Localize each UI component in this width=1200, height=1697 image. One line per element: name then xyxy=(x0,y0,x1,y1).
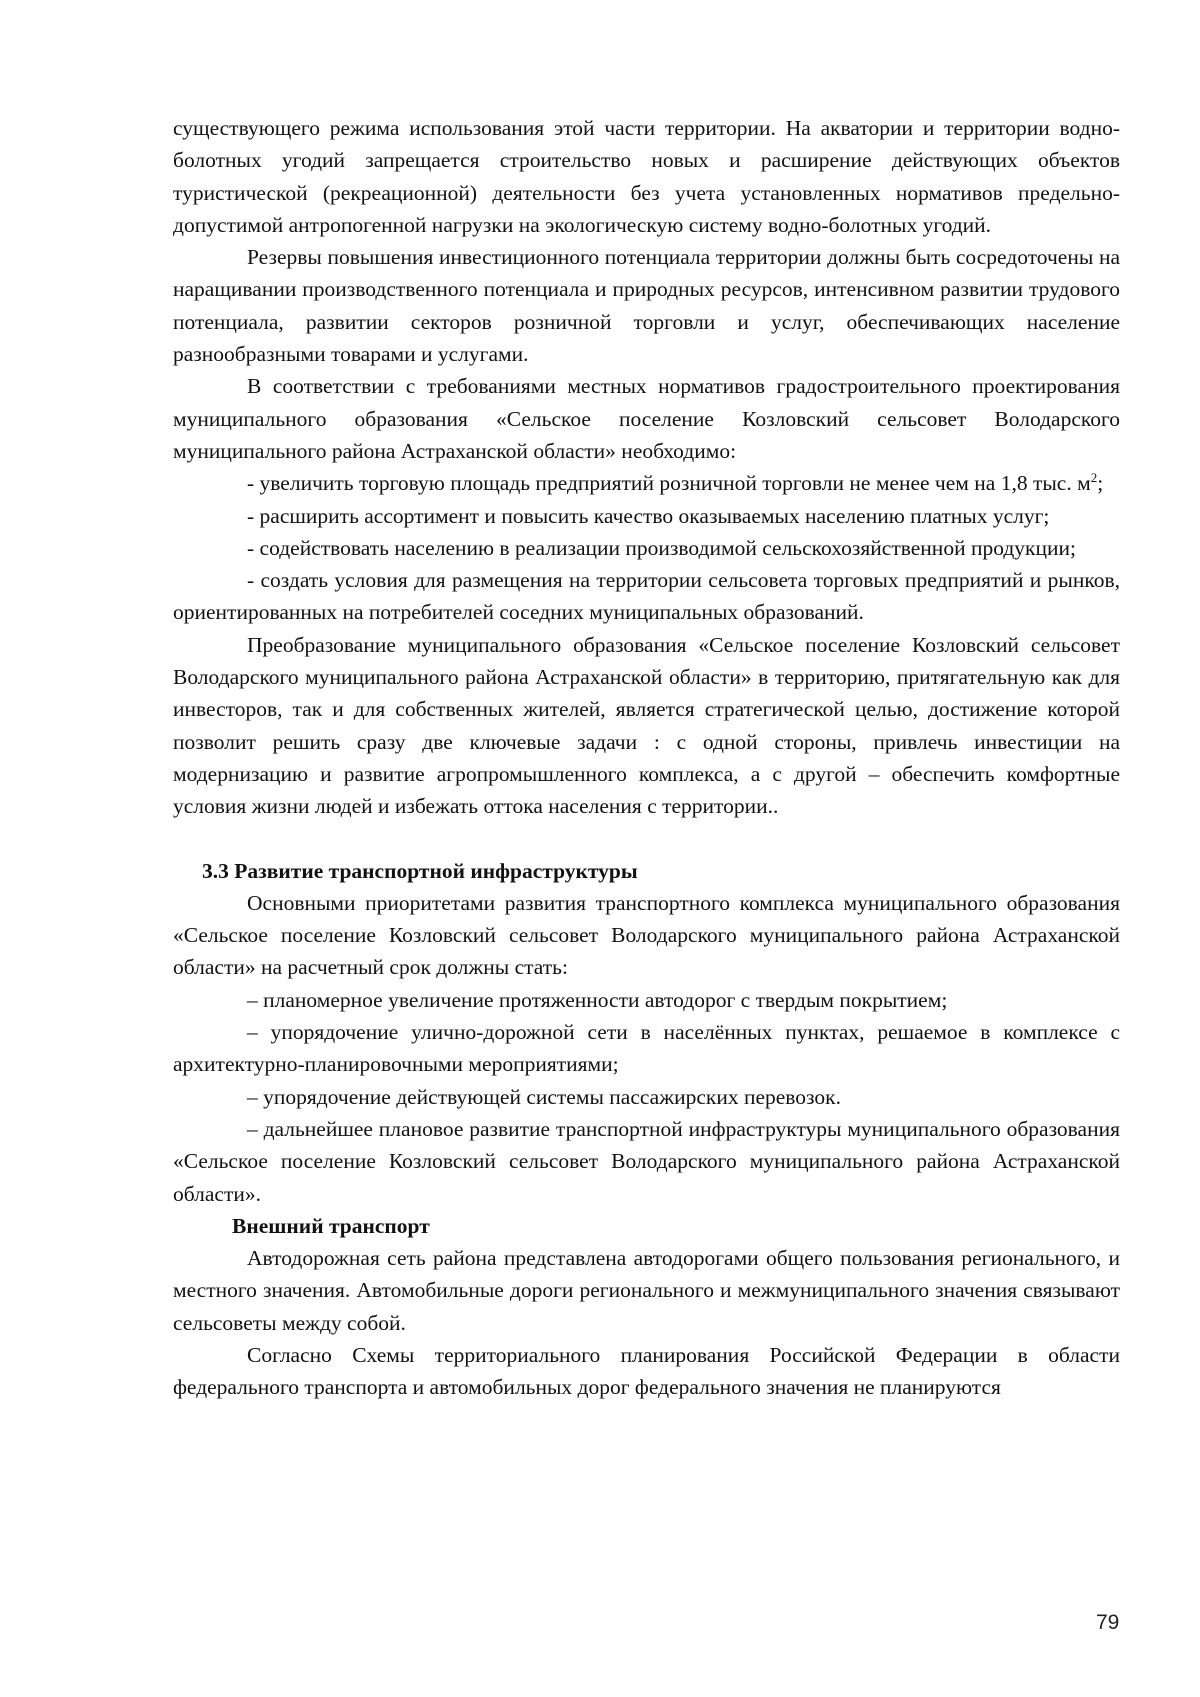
paragraph-federal-plan: Согласно Схемы территориального планирования Российской Федерации в области федерального транспорта и автомобильных дорог федерального значения не планируются xyxy=(173,1342,1120,1400)
list-item-markets: - создать условия для размещения на территории сельсовета торговых предприятий и рынков, ориентированных на потребителей соседних муниципальных образований. xyxy=(173,568,1120,625)
list-item-street-network: – упорядочение улично-дорожной сети в населённых пунктах, решаемое в комплексе с архитектурно-планировочными мероприятиями; xyxy=(173,1020,1120,1077)
superscript-square: 2 xyxy=(1090,470,1098,486)
paragraph-wetlands: существующего режима использования этой части территории. На акватории и территории водно-болотных угодий запрещается строительство новых и расширение действующих объектов туристической (рекреационной) деятельности без учета установленных нормативов предельно-допустимой антропогенной нагрузки на экологическую систему водно-болотных угодий. xyxy=(173,116,1120,237)
subheading-external-transport: Внешний транспорт xyxy=(232,1213,430,1238)
list-item-infrastructure-development: – дальнейшее плановое развитие транспортной инфраструктуры муниципального образования «Сельское поселение Козловский сельсовет Володарского муниципального района Астраханской области». xyxy=(173,1116,1120,1206)
trade-area-text: - увеличить торговую площадь предприятий розничной торговли не менее чем на 1,8 тыс. м xyxy=(247,471,1091,496)
section-spacer xyxy=(173,823,1120,855)
paragraph-transport-priorities: Основными приоритетами развития транспортного комплекса муниципального образования «Сельское поселение Козловский сельсовет Володарского муниципального района Астраханской области» на расчетный срок должны стать: xyxy=(173,890,1120,980)
list-item-passenger-transport: – упорядочение действующей системы пассажирских перевозок. xyxy=(247,1084,841,1109)
section-heading: 3.3 Развитие транспортной инфраструктуры xyxy=(202,858,638,883)
trade-area-suffix: ; xyxy=(1097,471,1104,496)
paragraph-strategy: Преобразование муниципального образования «Сельское поселение Козловский сельсовет Володарского муниципального района Астраханской области» в территорию, притягательную как для инвесторов, так и для собственных жителей, является стратегической целью, достижение которой позволит решить сразу две ключевые задачи : с одной стороны, привлечь инвестиции на модернизацию и развитие агропромышленного комплекса, а с другой – обеспечить комфортные условия жизни людей и избежать оттока населения с территории.. xyxy=(173,632,1120,819)
list-item-services: - расширить ассортимент и повысить качество оказываемых населению платных услуг; xyxy=(247,503,1050,528)
paragraph-investment-reserves: Резервы повышения инвестиционного потенциала территории должны быть сосредоточены на наращивании производственного потенциала и природных ресурсов, интенсивном развитии трудового потенциала, развитии секторов розничной торговли и услуг, обеспечивающих население разнообразными товарами и услугами. xyxy=(173,245,1120,367)
list-item-roads: – планомерное увеличение протяженности автодорог с твердым покрытием; xyxy=(247,987,948,1012)
paragraph-road-network: Автодорожная сеть района представлена автодорогами общего пользования регионального, и местного значения. Автомобильные дороги регионального и межмуниципального значения связывают сельсоветы между собой. xyxy=(173,1246,1120,1335)
paragraph-norms: В соответствии с требованиями местных нормативов градостроительного проектирования муниципального образования «Сельское поселение Козловский сельсовет Володарского муниципального района Астраханской области» необходимо: xyxy=(173,374,1120,463)
page-number: 79 xyxy=(1096,1611,1120,1634)
page-body xyxy=(173,112,1120,1404)
list-item-agri-products: - содействовать населению в реализации производимой сельскохозяйственной продукции; xyxy=(247,535,1076,560)
list-item-trade-area xyxy=(173,467,1120,499)
